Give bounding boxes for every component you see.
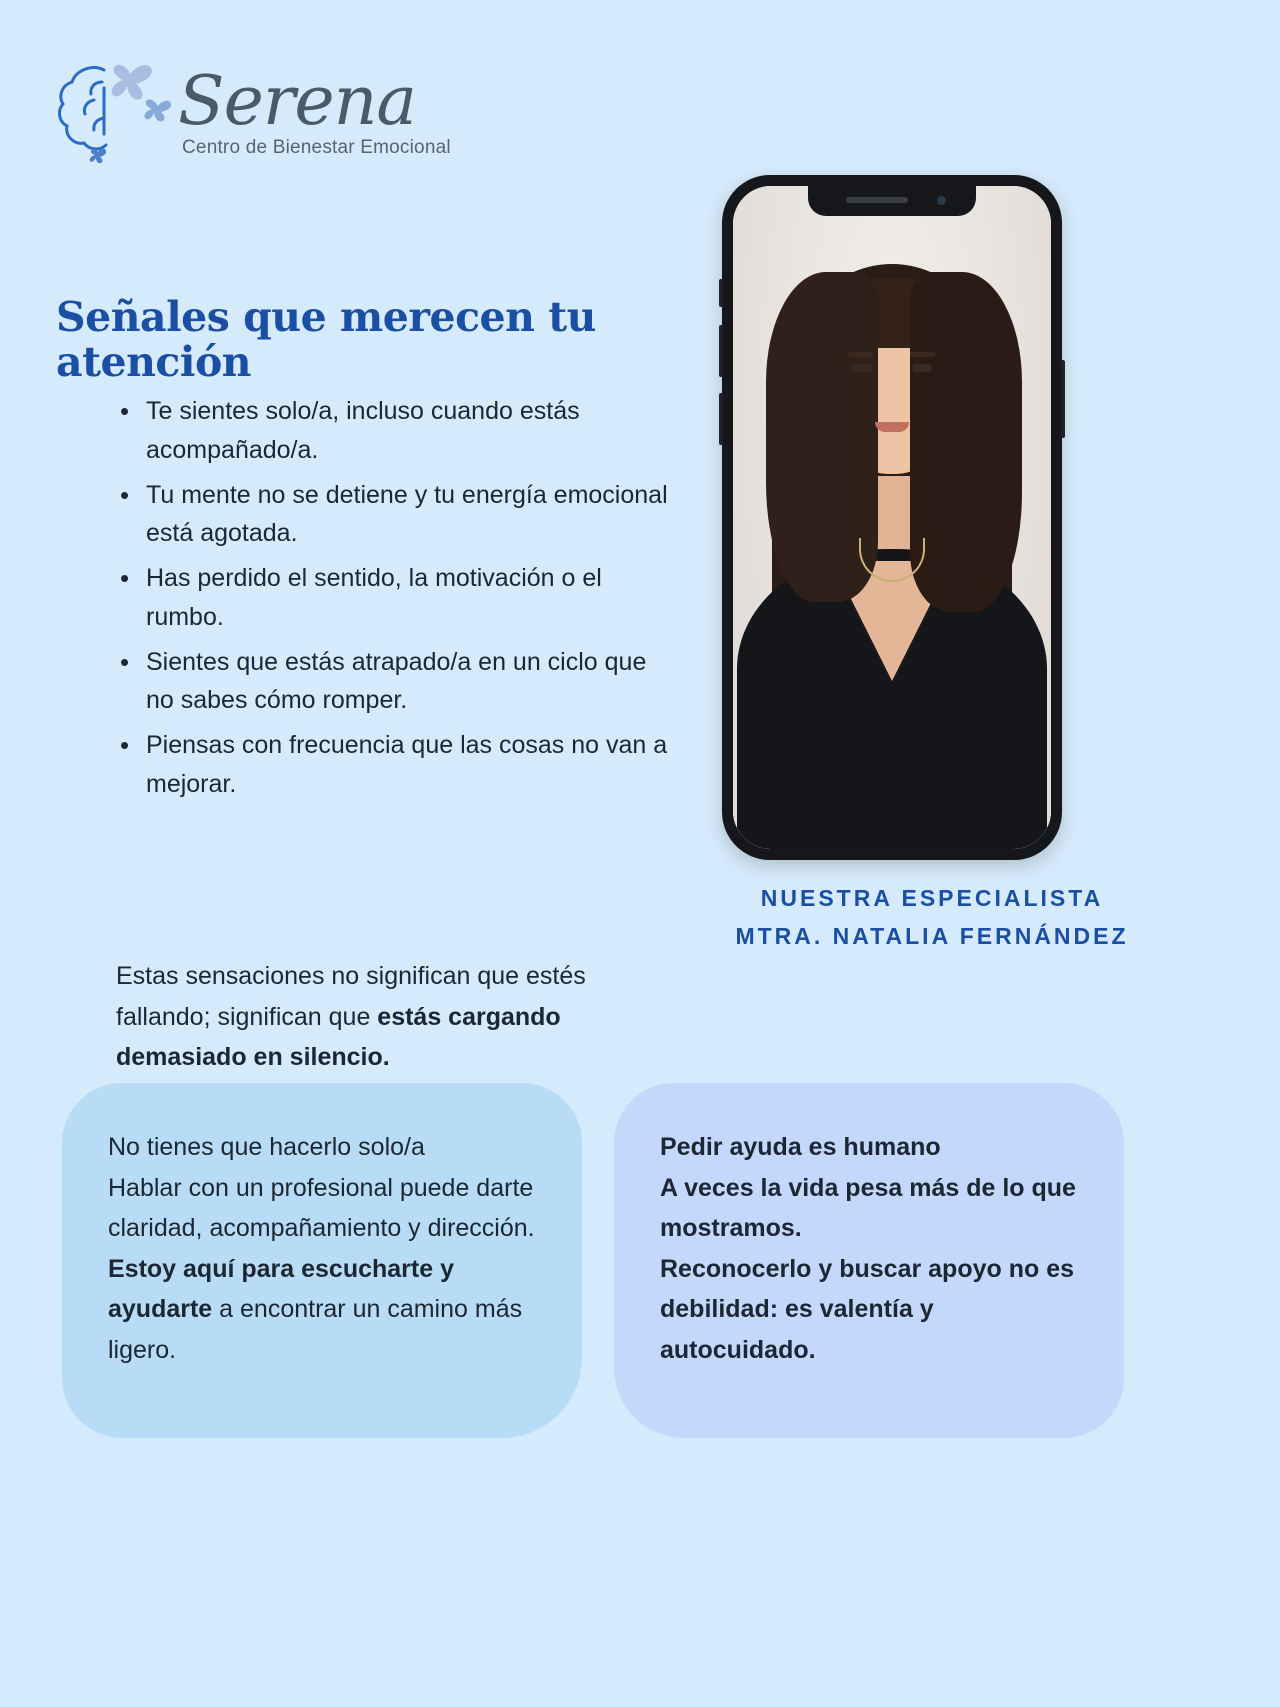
brand-logo	[52, 48, 451, 168]
card-support-emphasis: Estoy aquí para escucharte y ayudarte	[108, 1254, 454, 1323]
card-courage-line-2: A veces la vida pesa más de lo que mostramos.	[660, 1173, 1076, 1242]
card-courage-text	[660, 1127, 1078, 1370]
closing-paragraph	[116, 956, 646, 1078]
brand-name: Serena	[178, 62, 416, 141]
power-button	[1061, 360, 1065, 438]
card-support-line-2: Hablar con un profesional puede darte claridad, acompañamiento y dirección.	[108, 1173, 535, 1242]
specialist-name: MTRA. NATALIA FERNÁNDEZ	[735, 922, 1129, 949]
card-support-line-1: No tienes que hacerlo solo/a	[108, 1133, 425, 1161]
list-item: • Has perdido el sentido, la motivación o el rumbo.	[118, 559, 678, 637]
card-courage-line-3: Reconocerlo y buscar apoyo no es debilidad: es valentía y autocuidado.	[660, 1254, 1075, 1364]
specialist-label: NUESTRA ESPECIALISTA	[760, 885, 1104, 911]
card-courage-line-1: Pedir ayuda es humano	[660, 1133, 941, 1161]
card-courage	[614, 1083, 1124, 1438]
phone-screen	[733, 186, 1051, 849]
list-item: • Sientes que estás atrapado/a en un ciclo que no sabes cómo romper.	[118, 643, 678, 721]
list-item: • Tu mente no se detiene y tu energía emocional está agotada.	[118, 476, 678, 554]
list-item: • Te sientes solo/a, incluso cuando estás acompañado/a.	[118, 392, 678, 470]
phone-mockup	[722, 175, 1062, 860]
specialist-caption	[652, 880, 1212, 956]
page-title: Señales que merecen tu atención	[56, 293, 596, 387]
volume-down-button	[719, 393, 723, 445]
volume-up-button	[719, 325, 723, 377]
phone-notch	[808, 186, 976, 216]
camera-icon	[937, 196, 946, 205]
closing-emphasis: estás cargando demasiado en silencio.	[116, 1002, 561, 1071]
card-support-line-3: a encontrar un camino más ligero.	[108, 1295, 523, 1364]
speaker-icon	[846, 197, 908, 203]
card-support	[62, 1083, 582, 1438]
card-support-text	[108, 1127, 536, 1370]
signals-list	[118, 392, 678, 810]
brain-butterflies-icon	[52, 48, 172, 168]
brand-tagline: Centro de Bienestar Emocional	[182, 136, 451, 158]
list-item: • Piensas con frecuencia que las cosas no van a mejorar.	[118, 726, 678, 804]
closing-text: Estas sensaciones no significan que estés fallando; significan que	[116, 962, 586, 1031]
silent-switch-icon	[719, 279, 723, 307]
specialist-photo	[733, 186, 1051, 849]
